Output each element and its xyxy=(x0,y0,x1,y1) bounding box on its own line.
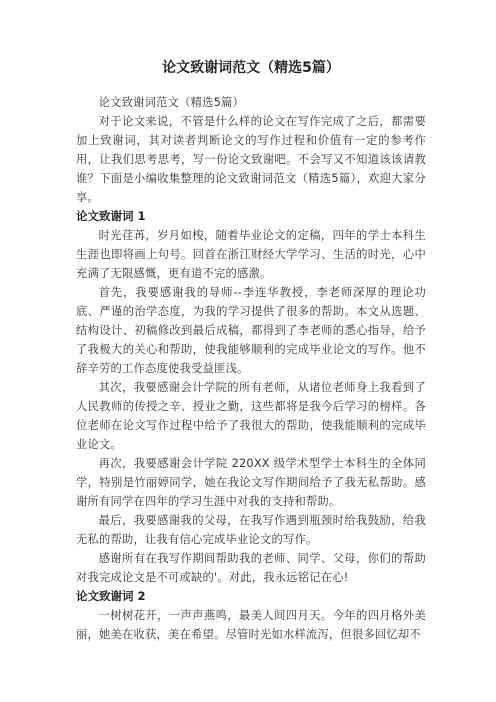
section-paragraph: 感谢所有在我写作期间帮助我的老师、同学、父母，你们的帮助对我完成论文是不可或缺的'。对此，我永远铭记在心! xyxy=(76,552,426,584)
section-1 xyxy=(76,207,426,587)
section-paragraph: 时光荏苒，岁月如梭，随着毕业论文的定稿，四年的学士本科生生涯也即将画上句号。回首在浙江财经大学学习、生活的时光，心中充满了无限感慨，更有道不完的感激。 xyxy=(76,229,426,280)
section-heading: 论文致谢词 2 xyxy=(76,589,146,603)
document-title: 论文致谢词范文（精选5篇） xyxy=(162,60,340,76)
section-paragraph: 其次，我要感谢会计学院的所有老师，从诸位老师身上我看到了人民教师的传授之辛、授业之勤，这些都将是我今后学习的榜样。各位老师在论文写作过程中给予了我很大的帮助，使我能顺利的完成毕业论文。 xyxy=(76,381,426,451)
section-paragraph: 再次，我要感谢会计学院 220XX 级学术型学士本科生的全体同学，特别是竹丽婷同学，她在我论文写作期间给予了我无私帮助。感谢所有同学在四年的学习生涯中对我的支持和帮助。 xyxy=(76,457,426,508)
section-heading: 论文致谢词 1 xyxy=(76,209,146,223)
intro-paragraph: 对于论文来说，不管是什么样的论文在写作完成了之后，都需要加上致谢词，其对读者判断论文的写作过程和价值有一定的参考作用，让我们思考思考，写一份论文致谢吧。不会写又不知道该该请教谁？下面是小编收集整理的论文致谢词范文（精选5篇），欢迎大家分享。 xyxy=(76,115,426,204)
section-2 xyxy=(76,587,426,644)
section-paragraph: 首先，我要感谢我的导师--李连华教授，李老师深厚的理论功底、严谨的治学态度，为我的学习提供了很多的帮助。本文从选题、结构设计、初稿修改到最后成稿，都得到了李老师的悉心指导，给予了我极大的关心和帮助，使我能够顺利的完成毕业论文的写作。他不辞辛劳的工作态度使我受益匪浅。 xyxy=(76,286,426,375)
section-paragraph: 最后，我要感谢我的父母，在我写作遇到瓶颈时给我鼓励，给我无私的帮助，让我有信心完成毕业论文的写作。 xyxy=(76,514,426,546)
document-page xyxy=(76,58,426,644)
intro-subtitle: 论文致谢词范文（精选5篇） xyxy=(98,96,244,109)
section-paragraph: 一树树花开，一声声燕鸣，最美人间四月天。今年的四月格外美丽，她美在收获，美在希望。尽管时光如水样流泻，但很多回忆却不 xyxy=(76,609,426,641)
